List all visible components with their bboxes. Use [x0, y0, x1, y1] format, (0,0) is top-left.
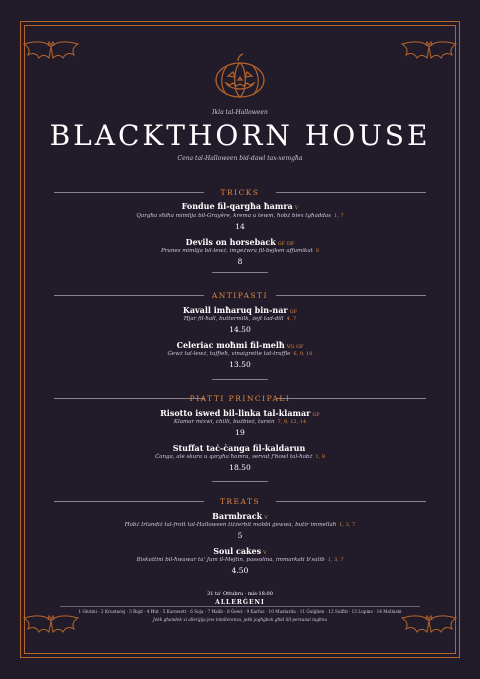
bat-icon	[20, 38, 82, 68]
bat-icon	[398, 38, 460, 68]
diet-tag: VG GF	[286, 344, 304, 350]
section-header-treats	[0, 497, 480, 507]
diet-tag: GF DF	[277, 241, 295, 247]
menu-item-desc: Ħobż Irlandiż tal-frott tal-Halloween tiżżerbit mobbi ġewwa, butir immellaħ 1, 3, 7	[124, 522, 356, 528]
section-title: PIATTI PRINCIPALI	[189, 394, 291, 403]
diet-tag: V	[264, 515, 268, 521]
pumpkin-icon	[213, 52, 267, 100]
menu-item-price: 8	[237, 257, 243, 266]
menu-item-name: Devils on horseback GF DF	[185, 237, 295, 247]
section-header-piatti-principali	[0, 394, 480, 404]
menu-item-price: 14	[235, 222, 245, 231]
eyebrow-text: Ikla tal-Halloween	[212, 109, 268, 116]
menu-item-price: 14.50	[229, 325, 251, 334]
menu-item-name: Celeriac moħmi fil-melħ VG GF	[176, 340, 304, 350]
restaurant-title: BLACKTHORN HOUSE	[49, 119, 431, 152]
section-header-tricks	[0, 188, 480, 198]
menu-item-desc: Ġewż tal-lewż, tuffieħ, vinaigrette tat-truffle 6, 9, 10	[167, 351, 313, 357]
allergen-codes: 1, 7	[334, 213, 344, 219]
menu-item-desc: Prunes mimlija bil-lewż, imgeżwra fil-bejken affumikat 8	[160, 248, 320, 254]
menu-item-desc: Ċanga, ale skura u qargħa ħamra, servut f'bowl tal-ħobż 1, 9	[155, 454, 325, 460]
menu-item-desc: Biskuttini bil-ħwawar ta' Jum il-Mejtin, passolina, immarkati b'salib 1, 3, 7	[136, 557, 344, 563]
allergen-codes: 7, 9, 12, 14	[277, 419, 307, 425]
section-header-antipasti	[0, 291, 480, 301]
diet-tag: V	[263, 550, 267, 556]
allergen-codes: 1, 9	[315, 454, 325, 460]
menu-item-desc: Qargħa sħiħa mimlija bil-Gruyère, krema u tewm, ħobż biex tgħaddas 1, 7	[136, 213, 344, 219]
section-title: TRICKS	[220, 188, 260, 197]
section-title: ANTIPASTI	[211, 291, 269, 300]
subtitle-text: Cena tal-Halloween bid-dawl tax-xemgħa	[177, 155, 303, 162]
divider	[212, 481, 268, 482]
menu-item-price: 13.50	[229, 360, 251, 369]
event-date: 31 ta' Ottubru · mis-18:00	[207, 591, 273, 597]
menu-item-name: Soul cakes V	[213, 546, 267, 556]
diet-tag: GF	[312, 412, 320, 418]
menu-item-price: 5	[237, 531, 243, 540]
menu-item-price: 18.50	[229, 463, 251, 472]
menu-item-price: 19	[235, 428, 245, 437]
menu-item-desc: Ħjar fil-ħall, buttermilk, żejt tad-dill 4, 7	[183, 316, 297, 322]
menu-item-name: Risotto iswed bil-linka tal-klamar GF	[160, 408, 320, 418]
menu-item-name: Kavall imħaruq bin-nar GF	[182, 305, 298, 315]
menu-item-name: Barmbrack V	[212, 511, 268, 521]
menu-item-price: 4.50	[231, 566, 249, 575]
allergen-codes: 1, 3, 7	[327, 557, 344, 563]
menu-item-name: Stuffat taċ-ċanga fil-kaldarun	[172, 443, 306, 453]
menu-item-desc: Klamar mixwi, chilli, bużbież, tursin 7, 9, 12, 14	[173, 419, 307, 425]
allergens-title: ALLERĠENI	[215, 599, 265, 606]
allergens-list: 1 Glutini · 2 Krustaċej · 3 Bajd · 4 Ħut · 5 Karawett · 6 Soja · 7 Ħalib · 8 Ġewż · 9 Karfus · 10 Mustarda · 11 Ġulġlien · 12 Sulfiti · 13 Lupins · 14 Molluski	[78, 609, 402, 614]
diet-tag: GF	[289, 309, 298, 315]
allergen-codes: 4, 7	[286, 316, 297, 322]
diet-tag: V	[294, 205, 299, 211]
allergen-codes: 8	[315, 248, 320, 254]
divider	[60, 606, 420, 607]
allergen-codes: 1, 3, 7	[339, 522, 356, 528]
menu-item-name: Fondue fil-qargħa ħamra V	[181, 201, 299, 211]
divider	[212, 379, 268, 380]
allergy-note: Jekk għandek xi allerġija jew intolleranza, jekk jogħġbok għid lill-persunal tagħna	[153, 617, 327, 622]
allergen-codes: 6, 9, 10	[293, 351, 313, 357]
divider	[212, 272, 268, 273]
section-title: TREATS	[219, 497, 261, 506]
